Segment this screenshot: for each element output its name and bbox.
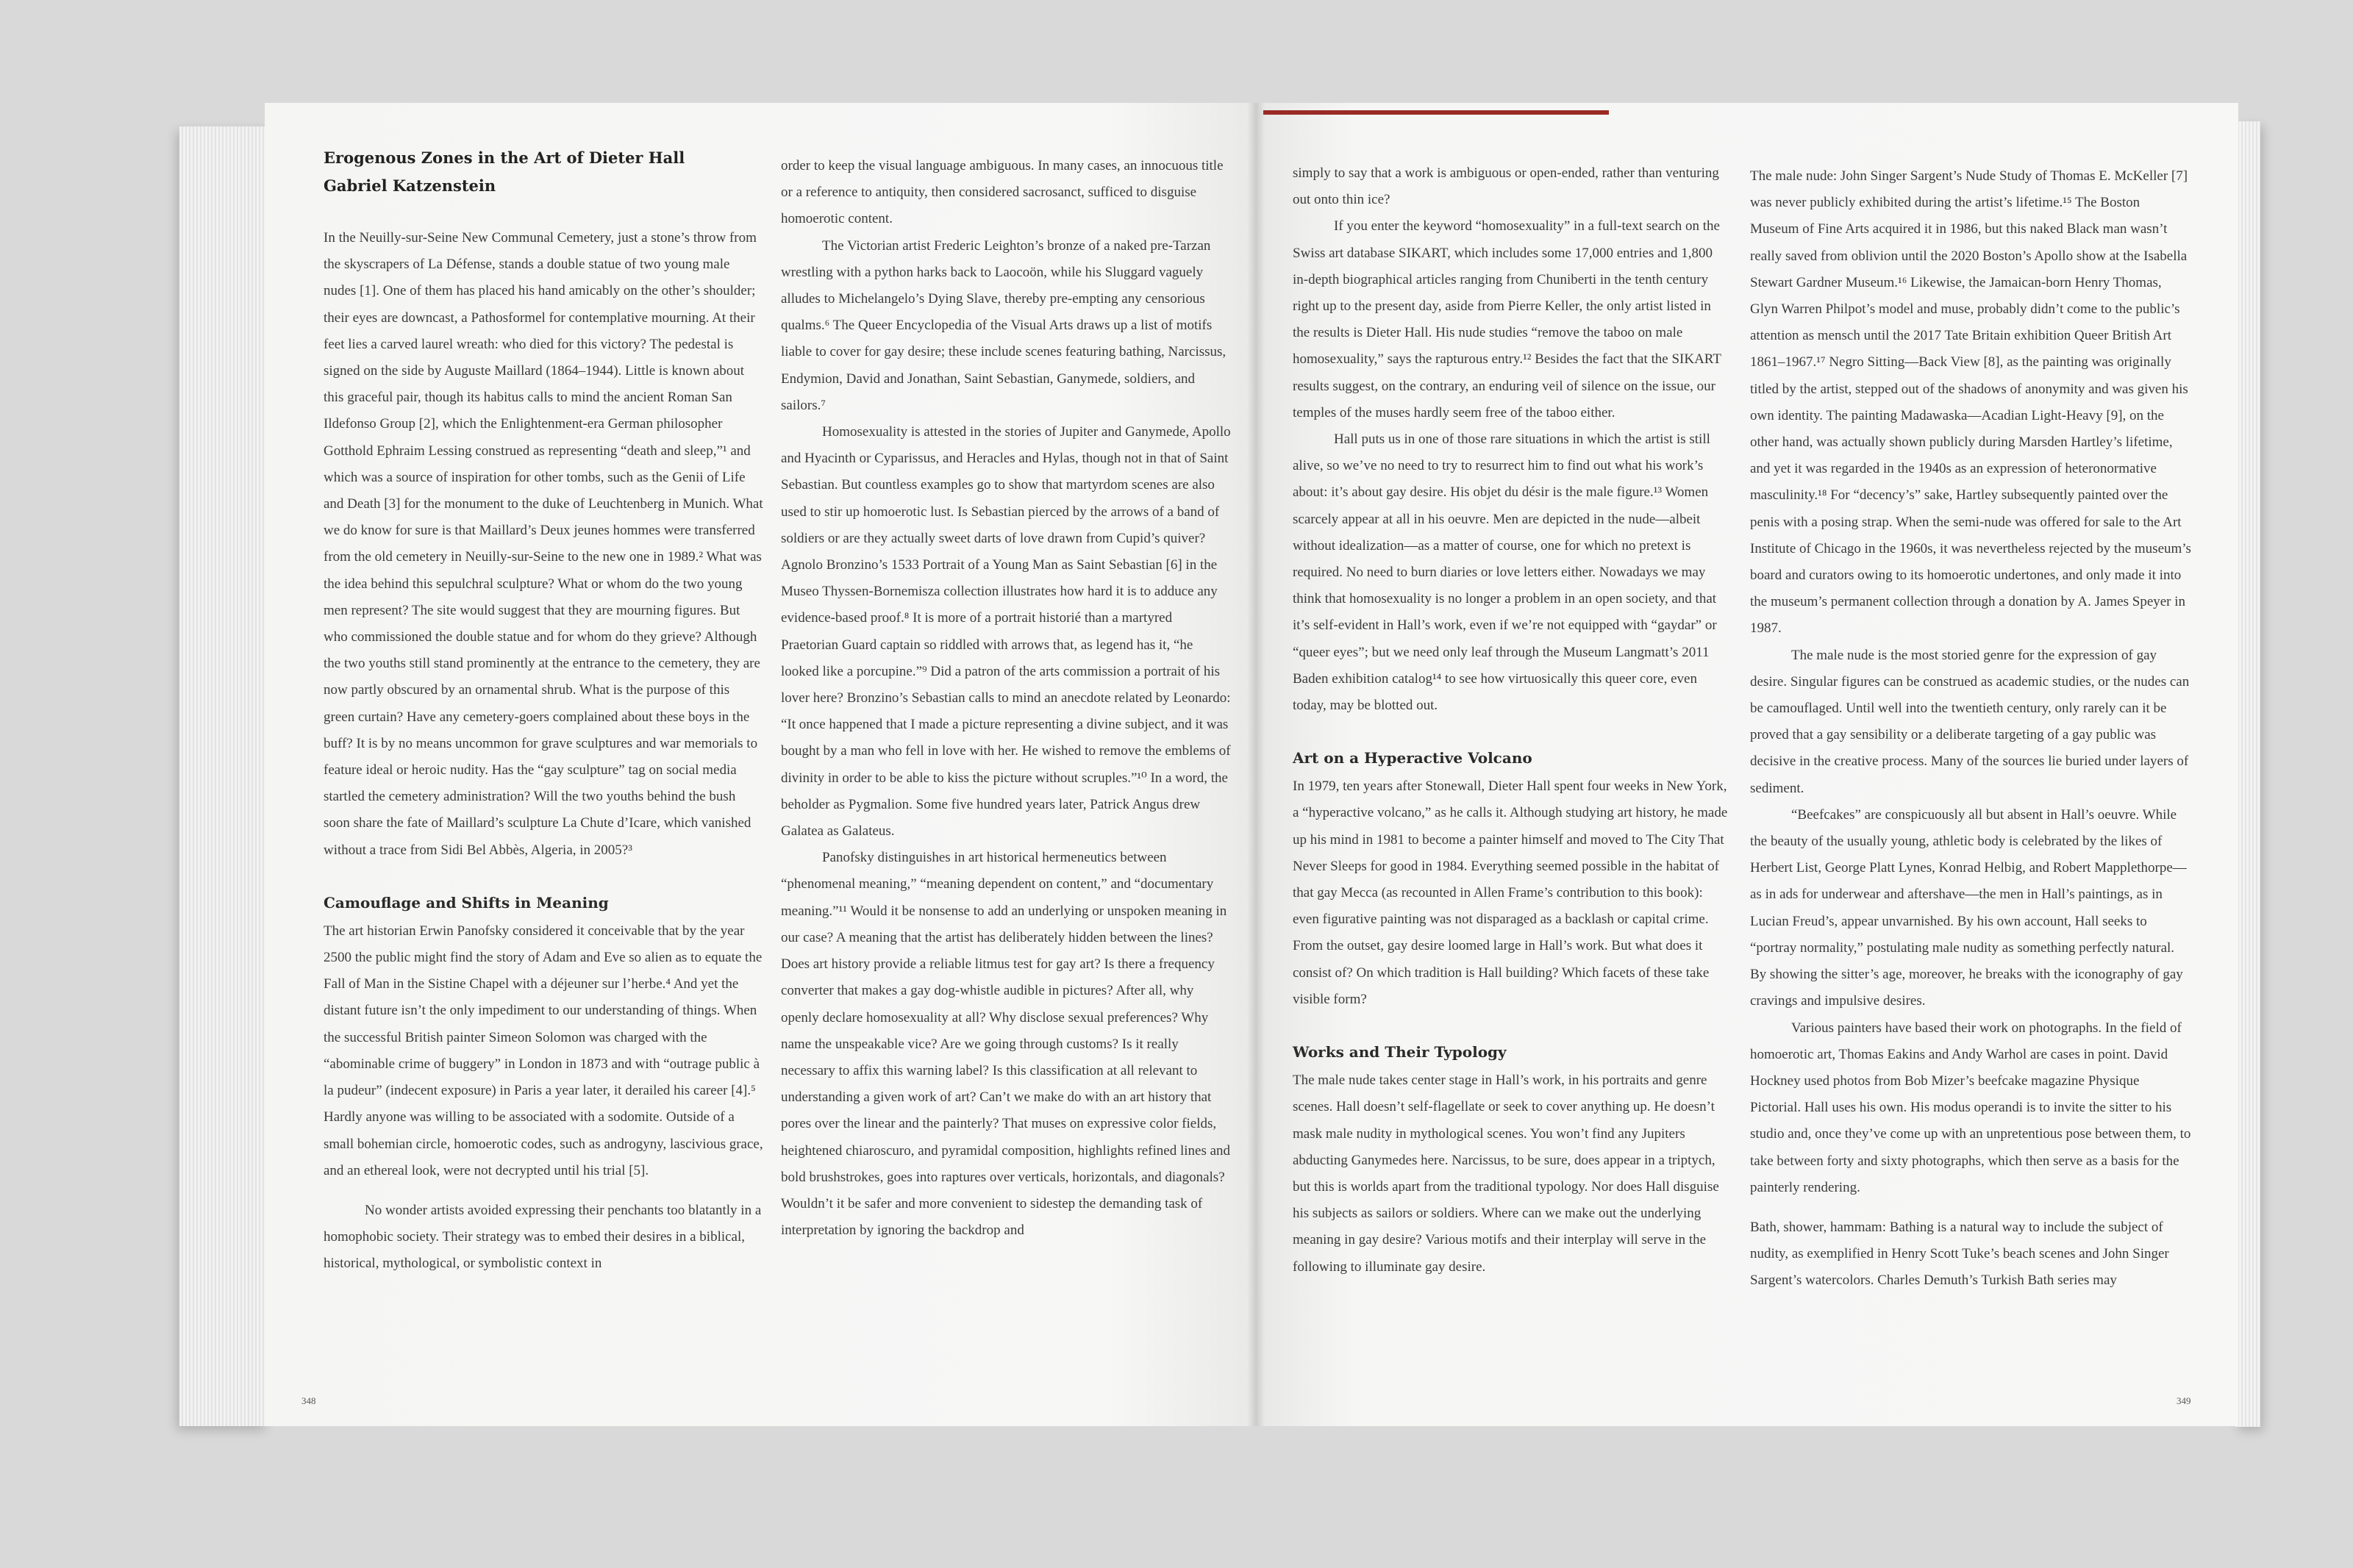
paragraph: The male nude: John Singer Sargent’s Nude Study of Thomas E. McKeller [7] was never publicly exhibited during the artist’s lifetime.¹⁵ The Boston Museum of Fine Arts acquired it in 1986, but this naked Black man wasn’t really saved from oblivion until the 2020 Boston’s Apollo show at the Isabella Stewart Gardner Museum.¹⁶ Likewise, the Jamaican-born Henry Thomas, Glyn Warren Philpot’s model and muse, probably didn’t come to the public’s attention as mensch until the 2017 Tate Britain exhibition Queer British Art 1861–1967.¹⁷ Negro Sitting—Back View [8], as the painting was originally titled by the artist, stepped out of the shadows of anonymity and was given his own identity. The painting Madawaska—Acadian Light-Heavy [9], on the other hand, was actually shown publicly during Marsden Hartley’s lifetime, and yet it was regarded in the 1940s as an expression of heteronormative masculinity.¹⁸ For “decency’s” sake, Hartley subsequently painted over the penis with a posing strap. When the semi-nude was offered for sale to the Art Institute of Chicago in the 1960s, it was nevertheless rejected by the museum’s board and curators owing to its homoerotic undertones, and only made it into the museum’s permanent collection through a donation by A. James Speyer in 1987.	[1750, 168, 2191, 637]
section-heading: Art on a Hyperactive Volcano	[1293, 749, 1532, 767]
column-2	[781, 153, 1231, 1244]
paragraph: Homosexuality is attested in the stories of Jupiter and Ganymede, Apollo and Hyacinth or Cyparissus, and Heracles and Hylas, though not in that of Saint Sebastian. But countless examples go to show that martyrdom scenes are also used to stir up homoerotic lust. Is Sebastian pierced by the arrows of a band of soldiers or are they actually sweet darts of love drawn from Cupid’s quiver? Agnolo Bronzino’s 1533 Portrait of a Young Man as Saint Sebastian [6] in the Museo Thyssen-Bornemisza collection illustrates how hard it is to adduce any evidence-based proof.⁸ It is more of a portrait historié than a martyred Praetorian Guard captain so riddled with arrows that, as legend has it, “he looked like a porcupine.”⁹ Did a patron of the arts commission a portrait of his lover here? Bronzino’s Sebastian calls to mind an anecdote related by Leonardo: “It once happened that I made a picture representing a divine subject, and it was bought by a man who fell in love with her. He wished to remove the emblems of divinity in order to be able to kiss the picture without scruples.”¹⁰ In a word, the beholder as Pygmalion. Some five hundred years later, Patrick Angus drew Galatea as Galateus.	[781, 424, 1231, 840]
section-heading: Camouflage and Shifts in Meaning	[324, 893, 609, 912]
paragraph: Hall puts us in one of those rare situations in which the artist is still alive, so we’ve no need to try to resurrect him to find out what his work’s about: it’s about gay desire. His objet du désir is the male figure.¹³ Women scarcely appear at all in his oeuvre. Men are depicted in the nude—albeit without idealization—as a matter of course, one for which no pretext is required. No need to burn diaries or love letters either. Nowadays we may think that homosexuality is no longer a problem in an open society, and that it’s self-evident in Hall’s work, even if we’re not equipped with “gaydar” or “queer eyes”; but we need only leaf through the Museum Langmatt’s 2011 Baden exhibition catalog¹⁴ to see how virtuosically this queer core, even today, may be blotted out.	[1293, 432, 1717, 714]
paragraph: “Beefcakes” are conspicuously all but absent in Hall’s oeuvre. While the beauty of the usually young, athletic body is celebrated by the likes of Herbert List, George Platt Lynes, Konrad Helbig, and Robert Mapplethorpe—as in ads for underwear and aftershave—the men in Hall’s paintings, as in Lucian Freud’s, appear unvarnished. By his own account, Hall seeks to “portray normality,” postulating male nudity as something perfectly natural. By showing the sitter’s age, moreover, he breaks with the iconography of gay cravings and impulsive desires.	[1750, 806, 2187, 1009]
article-author: Gabriel Katzenstein	[324, 176, 496, 195]
column-1	[324, 144, 763, 1278]
page-number-right: 349	[2177, 1395, 2191, 1406]
paragraph: In the Neuilly-sur-Seine New Communal Cemetery, just a stone’s throw from the skyscrapers of La Défense, stands a double statue of two young male nudes [1]. One of them has placed his hand amicably on the other’s shoulder; their eyes are downcast, a Pathosformel for contemplative mourning. At their feet lies a carved laurel wreath: who died for this victory? The pedestal is signed on the side by Auguste Maillard (1864–1944). Little is known about this graceful pair, though its habitus calls to mind the ancient Roman San Ildefonso Group [2], which the Enlightenment-era German philosopher Gotthold Ephraim Lessing construed as representing “death and sleep,”¹ and which was a source of inspiration for other tombs, such as the Genii of Life and Death [3] for the monument to the duke of Leuchtenberg in Munich. What we do know for sure is that Maillard’s Deux jeunes hommes were transferred from the old cemetery in Neuilly-sur-Seine to the new one in 1989.² What was the idea behind this sepulchral sculpture? What or whom do the two young men represent? The site would suggest that they are mourning figures. But who commissioned the double statue and for whom do they grieve? Although the two youths still stand prominently at the entrance to the cemetery, they are now partly obscured by an ornamental shrub. What is the purpose of this green curtain? Have any cemetery-goers complained about these boys in the buff? It is by no means uncommon for grave sculptures and war memorials to feature ideal or heroic nudity. Has the “gay sculpture” tag on social media startled the cemetery administration? Will the two youths behind the bush soon share the fate of Maillard’s sculpture La Chute d’Icare, which vanished without a trace from Sidi Bel Abbès, Algeria, in 2005?³	[324, 230, 763, 858]
section-heading: Works and Their Typology	[1293, 1043, 1507, 1062]
article-heading	[324, 144, 763, 200]
bookmark-ribbon	[1263, 110, 1609, 115]
paragraph: Various painters have based their work on photographs. In the field of homoerotic art, Thomas Eakins and Andy Warhol are cases in point. David Hockney used photos from Bob Mizer’s beefcake magazine Physique Pictorial. Hall uses his own. His modus operandi is to invite the sitter to his studio and, once they’ve come up with an unpretentious pose between them, to take between forty and sixty photographs, which then serve as a basis for the painterly rendering.	[1750, 1020, 2191, 1195]
paragraph: simply to say that a work is ambiguous or open-ended, rather than venturing out onto thin ice?	[1293, 165, 1719, 208]
paragraph: order to keep the visual language ambiguous. In many cases, an innocuous title or a reference to antiquity, then considered sacrosanct, sufficed to disguise homoerotic content.	[781, 158, 1224, 227]
paragraph: No wonder artists avoided expressing their penchants too blatantly in a homophobic society. Their strategy was to embed their desires in a biblical, historical, mythological, or symbolistic context in	[324, 1202, 762, 1272]
paragraph: Panofsky distinguishes in art historical hermeneutics between “phenomenal meaning,” “meaning dependent on content,” and “documentary meaning.”¹¹ Would it be nonsense to add an underlying or unspoken meaning in our case? A meaning that the artist has deliberately hidden between the lines? Does art history provide a reliable litmus test for gay art? Is there a frequency converter that makes a gay dog-whistle audible in pictures? After all, why openly declare homosexuality at all? Why disclose sexual preferences? Why name the unspeakable vice? Are we going through customs? Is it really necessary to affix this warning label? Is this classification at all relevant to understanding a given work of art? Can’t we make do with an art history that pores over the linear and the painterly? That muses on expressive color fields, heightened chiaroscuro, and pyramidal composition, highlights refined lines and bold brushstrokes, goes into raptures over verticals, horizontals, and diagonals? Wouldn’t it be safer and more convenient to sidestep the demanding task of interpretation by ignoring the backdrop and	[781, 850, 1231, 1239]
book-spine	[1247, 103, 1265, 1426]
column-3	[1293, 160, 1731, 1281]
page-edges-right	[2235, 121, 2260, 1427]
article-title: Erogenous Zones in the Art of Dieter Hall	[324, 148, 685, 167]
paragraph: The art historian Erwin Panofsky considered it conceivable that by the year 2500 the public might find the story of Adam and Eve so alien as to equate the Fall of Man in the Sistine Chapel with a déjeuner sur l’herbe.⁴ And yet the distant future isn’t the only impediment to our understanding of things. When the successful British painter Simeon Solomon was charged with the “abominable crime of buggery” in London in 1873 and with “outrage public à la pudeur” (indecent exposure) in Paris a year later, it derailed his career [4].⁵ Hardly anyone was willing to be associated with a sodomite. Outside of a small bohemian circle, homoerotic codes, such as androgyny, lascivious grace, and an ethereal look, were not decrypted until his trial [5].	[324, 923, 763, 1178]
paragraph: In 1979, ten years after Stonewall, Dieter Hall spent four weeks in New York, a “hyperactive volcano,” as he calls it. Although studying art history, he made up his mind in 1981 to become a painter himself and moved to The City That Never Sleeps for good in 1984. Everything seemed possible in the habitat of that gay Mecca (as recounted in Allen Frame’s contribution to this book): even figurative painting was not disparaged as a backlash or capital crime. From the outset, gay desire loomed large in Hall’s work. But what does it consist of? On which tradition is Hall building? Which facets of these take visible form?	[1293, 778, 1728, 1007]
column-4	[1750, 163, 2191, 1295]
paragraph: The male nude takes center stage in Hall’s work, in his portraits and genre scenes. Hall doesn’t self-flagellate or seek to cover anything up. He doesn’t mask male nudity in mythological scenes. You won’t find any Jupiters abducting Ganymedes here. Narcissus, to be sure, does appear in a triptych, but this is worlds apart from the traditional typology. Nor does Hall disguise his subjects as sailors or soldiers. Where can we make out the underlying meaning in gay desire? Various motifs and their interplay will serve in the following to illuminate gay desire.	[1293, 1073, 1719, 1275]
page-edges-left	[179, 126, 268, 1426]
paragraph: Bath, shower, hammam: Bathing is a natural way to include the subject of nudity, as exemplified in Henry Scott Tuke’s beach scenes and John Singer Sargent’s watercolors. Charles Demuth’s Turkish Bath series may	[1750, 1219, 2169, 1289]
paragraph: The male nude is the most storied genre for the expression of gay desire. Singular figures can be construed as academic studies, or the nudes can be camouflaged. Until well into the twentieth century, only rarely can it be proved that a gay sensibility or a deliberate targeting of a gay public was decisive in the creative process. Many of the sources lie buried under layers of sediment.	[1750, 647, 2190, 796]
page-number-left: 348	[301, 1395, 316, 1406]
paragraph: The Victorian artist Frederic Leighton’s bronze of a naked pre-Tarzan wrestling with a python harks back to Laocoön, while his Sluggard vaguely alludes to Michelangelo’s Dying Slave, thereby pre-empting any censorious qualms.⁶ The Queer Encyclopedia of the Visual Arts draws up a list of motifs liable to cover for gay desire; these include scenes featuring bathing, Narcissus, Endymion, David and Jonathan, Saint Sebastian, Ganymede, soldiers, and sailors.⁷	[781, 237, 1227, 413]
paragraph: If you enter the keyword “homosexuality” in a full-text search on the Swiss art database SIKART, which includes some 17,000 entries and 1,800 in-depth biographical articles ranging from Chuniberti in the tenth century right up to the present day, aside from Pierre Keller, the only artist listed in the results is Dieter Hall. His nude studies “remove the taboo on male homosexuality,” says the rapturous entry.¹² Besides the fact that the SIKART results suggest, on the contrary, an enduring veil of silence on the issue, our temples of the muses hardly seem free of the taboo either.	[1293, 218, 1721, 420]
